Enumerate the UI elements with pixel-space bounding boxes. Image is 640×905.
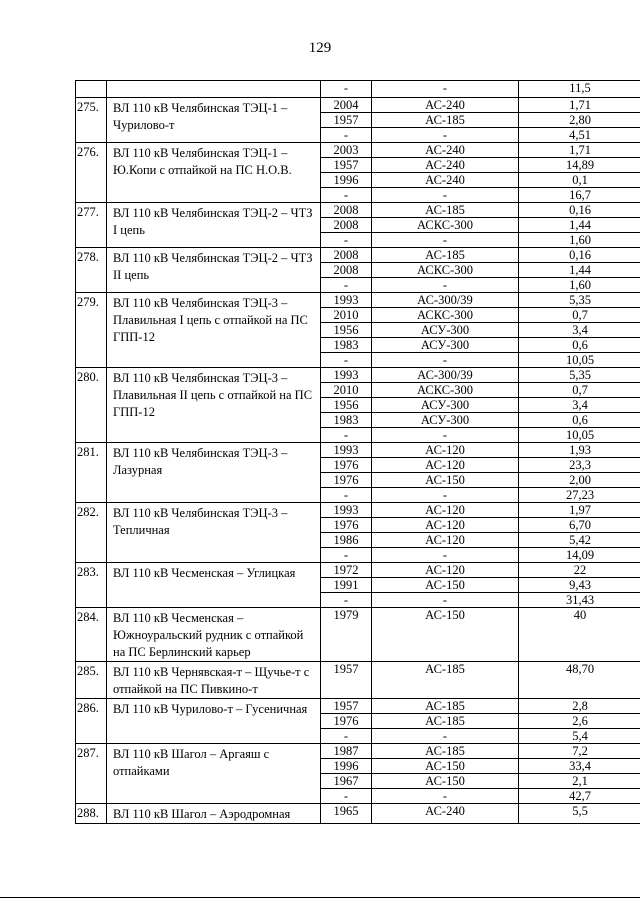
line-length: 5,35 (519, 368, 640, 383)
line-name: ВЛ 110 кВ Чесменская – Южноуральский рудник с отпайкой на ПС Берлинский карьер (107, 608, 321, 662)
line-length: 7,2 (519, 744, 640, 759)
commission-year: 1957 (321, 662, 372, 699)
commission-year: 2010 (321, 383, 372, 398)
commission-year: - (321, 188, 372, 203)
commission-year: - (321, 729, 372, 744)
commission-year: 1991 (321, 578, 372, 593)
line-name: ВЛ 110 кВ Челябинская ТЭЦ-3 – Плавильная II цепь с отпайкой на ПС ГПП-12 (107, 368, 321, 443)
table-row (76, 744, 640, 759)
wire-brand: АС-120 (372, 443, 519, 458)
line-name: ВЛ 110 кВ Шагол – Аргаяш с отпайками (107, 744, 321, 804)
line-length: 0,6 (519, 338, 640, 353)
wire-brand: - (372, 81, 519, 98)
line-name: ВЛ 110 кВ Челябинская ТЭЦ-1 – Ю.Копи с отпайкой на ПС Н.О.В. (107, 143, 321, 203)
line-length: 2,1 (519, 774, 640, 789)
commission-year: 2008 (321, 248, 372, 263)
line-length: 42,7 (519, 789, 640, 804)
wire-brand: АС-185 (372, 744, 519, 759)
line-length: 2,80 (519, 113, 640, 128)
line-name: ВЛ 110 кВ Челябинская ТЭЦ-1 – Чурилово-т (107, 98, 321, 143)
wire-brand: АС-150 (372, 774, 519, 789)
wire-brand: АС-300/39 (372, 293, 519, 308)
line-length: 0,6 (519, 413, 640, 428)
line-name: ВЛ 110 кВ Чернявская-т – Щучье-т с отпайкой на ПС Пивкино-т (107, 662, 321, 699)
table-row (76, 143, 640, 158)
table-row (76, 804, 640, 824)
wire-brand: АС-185 (372, 662, 519, 699)
wire-brand: - (372, 548, 519, 563)
commission-year: - (321, 278, 372, 293)
wire-brand: АС-185 (372, 714, 519, 729)
line-length: 2,6 (519, 714, 640, 729)
power-lines-table (75, 80, 640, 824)
commission-year: - (321, 128, 372, 143)
line-length: 27,23 (519, 488, 640, 503)
table-row (76, 98, 640, 113)
table-row (76, 503, 640, 518)
line-name: ВЛ 110 кВ Челябинская ТЭЦ-3 – Лазурная (107, 443, 321, 503)
line-length: 0,7 (519, 383, 640, 398)
line-name: ВЛ 110 кВ Челябинская ТЭЦ-3 – Тепличная (107, 503, 321, 563)
commission-year: 1976 (321, 714, 372, 729)
commission-year: - (321, 593, 372, 608)
line-length: 4,51 (519, 128, 640, 143)
commission-year: 1993 (321, 293, 372, 308)
wire-brand: АС-185 (372, 113, 519, 128)
row-number: 288. (76, 804, 107, 824)
line-length: 11,5 (519, 81, 640, 98)
commission-year: - (321, 789, 372, 804)
commission-year: 1996 (321, 759, 372, 774)
line-length: 2,00 (519, 473, 640, 488)
commission-year: - (321, 488, 372, 503)
commission-year: 1957 (321, 113, 372, 128)
bottom-rule (0, 897, 640, 898)
table-row (76, 203, 640, 218)
wire-brand: АС-150 (372, 578, 519, 593)
wire-brand: АСУ-300 (372, 398, 519, 413)
line-length: 33,4 (519, 759, 640, 774)
commission-year: 1965 (321, 804, 372, 824)
wire-brand: АС-185 (372, 203, 519, 218)
wire-brand: АС-240 (372, 98, 519, 113)
wire-brand: АСУ-300 (372, 338, 519, 353)
commission-year: 1972 (321, 563, 372, 578)
row-number: 279. (76, 293, 107, 368)
commission-year: 1967 (321, 774, 372, 789)
row-number: 281. (76, 443, 107, 503)
line-length: 3,4 (519, 323, 640, 338)
line-name: ВЛ 110 кВ Чесменская – Углицкая (107, 563, 321, 608)
line-length: 23,3 (519, 458, 640, 473)
wire-brand: АС-150 (372, 759, 519, 774)
commission-year: 1956 (321, 323, 372, 338)
line-length: 1,71 (519, 143, 640, 158)
wire-brand: АС-300/39 (372, 368, 519, 383)
table-row (76, 443, 640, 458)
line-length: 0,1 (519, 173, 640, 188)
commission-year: 1976 (321, 473, 372, 488)
wire-brand: АС-240 (372, 143, 519, 158)
commission-year: 1993 (321, 503, 372, 518)
commission-year: - (321, 81, 372, 98)
line-length: 5,4 (519, 729, 640, 744)
wire-brand: АСКС-300 (372, 263, 519, 278)
row-number: 278. (76, 248, 107, 293)
line-name: ВЛ 110 кВ Шагол – Аэродромная (107, 804, 321, 824)
line-length: 14,09 (519, 548, 640, 563)
line-length: 1,44 (519, 263, 640, 278)
wire-brand: - (372, 729, 519, 744)
wire-brand: АС-150 (372, 608, 519, 662)
wire-brand: АС-120 (372, 533, 519, 548)
wire-brand: АС-240 (372, 804, 519, 824)
line-length: 5,42 (519, 533, 640, 548)
wire-brand: АСУ-300 (372, 323, 519, 338)
commission-year: 2008 (321, 263, 372, 278)
row-number: 280. (76, 368, 107, 443)
line-length: 0,16 (519, 203, 640, 218)
table-row (76, 662, 640, 699)
table-row (76, 81, 640, 98)
wire-brand: АС-240 (372, 158, 519, 173)
row-number: 284. (76, 608, 107, 662)
commission-year: 1957 (321, 158, 372, 173)
row-number: 282. (76, 503, 107, 563)
commission-year: 1993 (321, 368, 372, 383)
line-length: 22 (519, 563, 640, 578)
line-length: 40 (519, 608, 640, 662)
wire-brand: - (372, 593, 519, 608)
line-length: 0,16 (519, 248, 640, 263)
commission-year: 1983 (321, 338, 372, 353)
line-name: ВЛ 110 кВ Челябинская ТЭЦ-2 – ЧТЗ II цепь (107, 248, 321, 293)
commission-year: 1987 (321, 744, 372, 759)
wire-brand: АСКС-300 (372, 308, 519, 323)
line-length: 3,4 (519, 398, 640, 413)
line-length: 10,05 (519, 353, 640, 368)
commission-year: 2008 (321, 203, 372, 218)
wire-brand: - (372, 353, 519, 368)
wire-brand: - (372, 278, 519, 293)
line-length: 1,44 (519, 218, 640, 233)
commission-year: 1993 (321, 443, 372, 458)
table-row (76, 608, 640, 662)
wire-brand: АС-120 (372, 503, 519, 518)
page-number: 129 (308, 40, 332, 56)
commission-year: 1976 (321, 518, 372, 533)
commission-year: - (321, 428, 372, 443)
commission-year: 2010 (321, 308, 372, 323)
wire-brand: АС-150 (372, 473, 519, 488)
commission-year: - (321, 353, 372, 368)
wire-brand: АС-120 (372, 458, 519, 473)
commission-year: - (321, 233, 372, 248)
commission-year: 1956 (321, 398, 372, 413)
line-name (107, 81, 321, 98)
line-length: 14,89 (519, 158, 640, 173)
table-row (76, 368, 640, 383)
wire-brand: АС-120 (372, 518, 519, 533)
line-length: 6,70 (519, 518, 640, 533)
commission-year: 1983 (321, 413, 372, 428)
row-number: 287. (76, 744, 107, 804)
row-number (76, 81, 107, 98)
commission-year: 1996 (321, 173, 372, 188)
row-number: 285. (76, 662, 107, 699)
line-length: 9,43 (519, 578, 640, 593)
wire-brand: АСУ-300 (372, 413, 519, 428)
wire-brand: - (372, 233, 519, 248)
row-number: 276. (76, 143, 107, 203)
line-length: 1,71 (519, 98, 640, 113)
commission-year: - (321, 548, 372, 563)
line-length: 2,8 (519, 699, 640, 714)
wire-brand: АС-185 (372, 699, 519, 714)
table-row (76, 699, 640, 714)
line-length: 10,05 (519, 428, 640, 443)
line-length: 31,43 (519, 593, 640, 608)
line-length: 1,60 (519, 233, 640, 248)
wire-brand: - (372, 488, 519, 503)
wire-brand: - (372, 188, 519, 203)
line-name: ВЛ 110 кВ Челябинская ТЭЦ-2 – ЧТЗ I цепь (107, 203, 321, 248)
commission-year: 2003 (321, 143, 372, 158)
commission-year: 1976 (321, 458, 372, 473)
commission-year: 1957 (321, 699, 372, 714)
wire-brand: - (372, 789, 519, 804)
line-length: 16,7 (519, 188, 640, 203)
line-length: 48,70 (519, 662, 640, 699)
commission-year: 2008 (321, 218, 372, 233)
line-name: ВЛ 110 кВ Чурилово-т – Гусеничная (107, 699, 321, 744)
wire-brand: АС-240 (372, 173, 519, 188)
wire-brand: - (372, 128, 519, 143)
commission-year: 1986 (321, 533, 372, 548)
line-length: 1,60 (519, 278, 640, 293)
wire-brand: АСКС-300 (372, 218, 519, 233)
table-row (76, 563, 640, 578)
wire-brand: - (372, 428, 519, 443)
table-row (76, 293, 640, 308)
row-number: 286. (76, 699, 107, 744)
table-row (76, 248, 640, 263)
line-length: 5,5 (519, 804, 640, 824)
row-number: 283. (76, 563, 107, 608)
line-length: 0,7 (519, 308, 640, 323)
row-number: 277. (76, 203, 107, 248)
wire-brand: АС-185 (372, 248, 519, 263)
commission-year: 1979 (321, 608, 372, 662)
line-length: 5,35 (519, 293, 640, 308)
commission-year: 2004 (321, 98, 372, 113)
wire-brand: АС-120 (372, 563, 519, 578)
table-body (76, 81, 640, 824)
line-length: 1,93 (519, 443, 640, 458)
row-number: 275. (76, 98, 107, 143)
line-length: 1,97 (519, 503, 640, 518)
line-name: ВЛ 110 кВ Челябинская ТЭЦ-3 – Плавильная I цепь с отпайкой на ПС ГПП-12 (107, 293, 321, 368)
wire-brand: АСКС-300 (372, 383, 519, 398)
